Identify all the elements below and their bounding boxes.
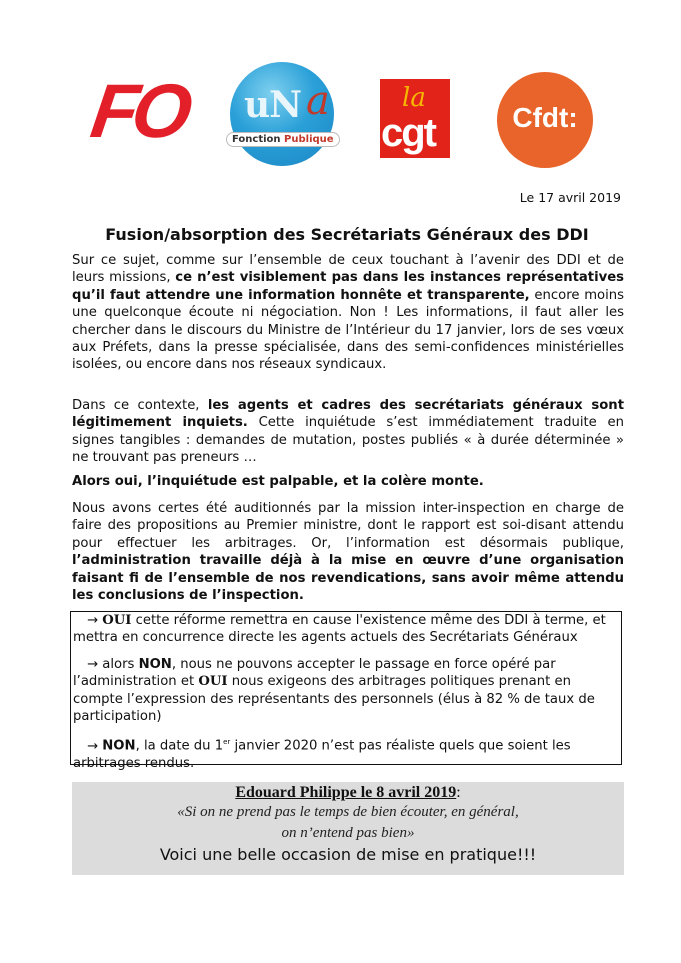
paragraph-3: Alors oui, l’inquiétude est palpable, et la colère monte. xyxy=(72,474,484,489)
quote-line-1: «Si on ne prend pas le temps de bien écouter, en général, xyxy=(177,804,519,820)
p1-text-bold: ce n’est visiblement pas dans les instances représentatives qu’il faut attendre une information honnête et transparente, xyxy=(72,270,624,303)
position-text: , nous ne pouvons accepter le passage en force opéré par l’administration et xyxy=(73,656,556,690)
arrow-icon: → xyxy=(87,613,99,628)
keyword-oui: OUI xyxy=(198,674,228,690)
p1-text-a: Sur ce sujet, comme sur l’ensemble de ceux touchant à l’avenir des DDI et de leurs missions, xyxy=(72,253,624,286)
position-text: nous exigeons des arbitrages politiques prenant en compte l’expression des représentants des personnels (élus à 82 % de taux de participation) xyxy=(73,674,595,725)
cgt-logo xyxy=(380,79,450,158)
position-text: janvier 2020 n’est pas réaliste quels que soient les arbitrages rendus. xyxy=(73,738,571,772)
position-text: , la date du 1 xyxy=(135,738,224,754)
position-text: alors xyxy=(98,656,139,672)
unsa-band-text: Fonction xyxy=(232,134,285,145)
p2-text-a: Dans ce contexte, xyxy=(72,398,208,413)
positions-box xyxy=(70,611,622,772)
position-item-1 xyxy=(73,612,619,647)
paragraph-1 xyxy=(72,252,624,374)
unsa-band-text-2: Publique xyxy=(284,134,334,145)
cfdt-logo xyxy=(497,72,593,168)
p4-text-a: Nous avons certes été auditionnés par la mission inter-inspection en charge de faire des propositions au Premier ministre, dont le rapport est soi-disant attendu pour effectuer les arbitrages. Or, l’information est désormais publique, xyxy=(72,501,624,551)
p1-text-c: encore moins une quelconque écoute ni négociation. Non ! Les informations, il faut aller les chercher dans le discours du Ministre de l’Intérieur du 17 janvier, lors de ses vœux aux Préfets, dans la presse spécialisée, dans des semi-confidences ministérielles isolées, ou encore dans nos réseaux syndicaux. xyxy=(72,287,624,373)
position-item-2 xyxy=(73,656,619,726)
arrow-icon: → xyxy=(87,738,99,754)
p4-text-bold: l’administration travaille déjà à la mise en œuvre d’une organisation faisant fi de l’ensemble de nos revendications, sans avoir même attendu les conclusions de l’inspection. xyxy=(72,553,624,604)
paragraph-4 xyxy=(72,500,624,604)
cgt-text: cgt xyxy=(381,111,435,155)
p2-text-bold: les agents et cadres des secrétariats généraux sont légitimement inquiets. xyxy=(72,398,624,431)
unsa-logo xyxy=(230,62,334,166)
quote-box xyxy=(72,782,624,875)
quote-author: Edouard Philippe le 8 avril 2019 xyxy=(235,784,457,801)
position-text: cette réforme remettra en cause l'existence même des DDI à terme, et mettra en concurrence directe les agents actuels des Secrétariats Généraux xyxy=(73,613,606,646)
cfdt-text: Cfdt: xyxy=(512,102,578,133)
union-logos xyxy=(0,62,681,172)
quote-colon: : xyxy=(456,784,461,801)
cgt-la: la xyxy=(402,83,426,113)
fo-logo: FO xyxy=(86,69,192,154)
keyword-oui: OUI xyxy=(102,613,132,628)
arrow-icon: → xyxy=(87,656,99,672)
p2-text-c: Cette inquiétude s’est immédiatement traduite en signes tangibles : demandes de mutation, postes publiés « à durée déterminée » ne trouvant pas preneurs … xyxy=(72,415,624,466)
keyword-non: NON xyxy=(102,738,136,754)
ordinal-sup: er xyxy=(223,738,231,747)
paragraph-2 xyxy=(72,397,624,467)
unsa-band xyxy=(226,132,340,147)
quote-callout: Voici une belle occasion de mise en pratique!!! xyxy=(159,845,537,864)
keyword-non: NON xyxy=(138,656,172,672)
document-title: Fusion/absorption des Secrétariats Généraux des DDI xyxy=(105,225,589,244)
unsa-letters: uN xyxy=(244,84,302,126)
document-date: Le 17 avril 2019 xyxy=(519,190,621,205)
quote-line-2: on n’entend pas bien» xyxy=(281,825,415,841)
position-item-3 xyxy=(73,734,619,772)
unsa-a: a xyxy=(306,78,330,124)
